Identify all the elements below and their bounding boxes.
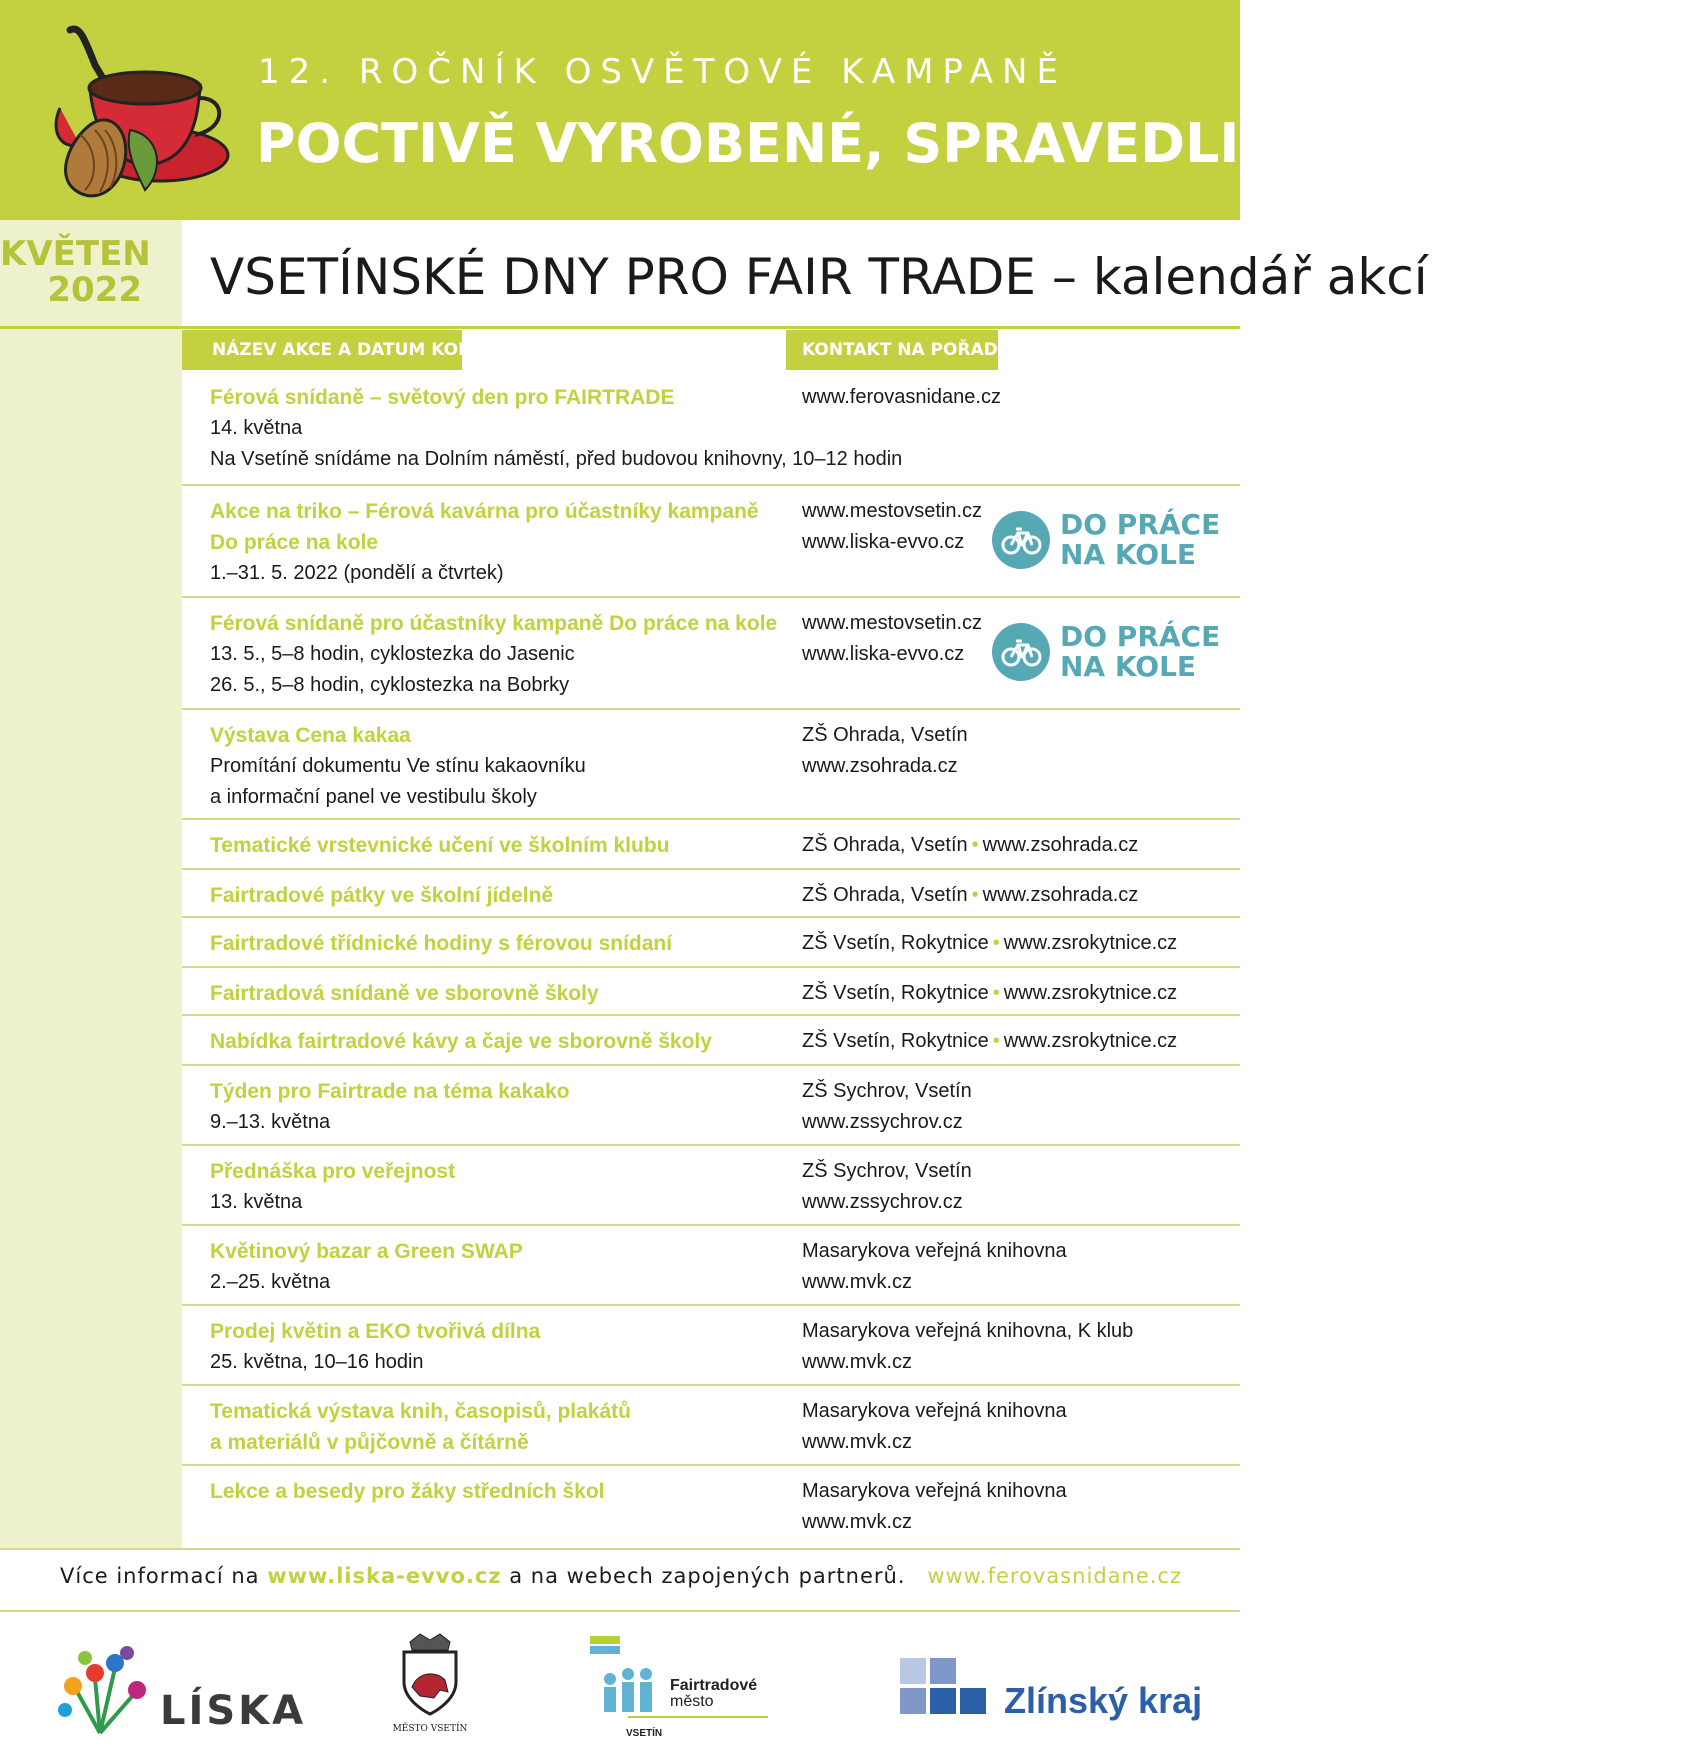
event-title: Fairtradová snídaně ve sborovně školy [210,982,599,1005]
separator-dot: • [992,982,1000,1004]
event-title: Lekce a besedy pro žáky středních škol [210,1480,605,1503]
contact-link[interactable]: www.zssychrov.cz [802,1111,963,1133]
contact-link[interactable]: www.zsohrada.cz [802,755,958,777]
event-detail: 1.–31. 5. 2022 (pondělí a čtvrtek) [210,562,504,584]
zlinsky-kraj-logo [900,1658,1203,1728]
event-detail: 2.–25. května [210,1271,331,1293]
contact-line [802,880,1222,911]
event-info [210,928,790,959]
event-row [182,486,1240,598]
fairtrade-line1: Fairtradové [670,1677,758,1694]
event-contact [802,830,1222,861]
contact-organizer: ZŠ Sychrov, Vsetín [802,1160,972,1182]
partner-logos [0,1620,1240,1754]
footer-text-after: a na webech zapojených partnerů. [509,1564,906,1588]
event-info [210,720,790,813]
footer-liska-link[interactable]: www.liska-evvo.cz [267,1564,502,1588]
contact-link[interactable]: www.liska-evvo.cz [802,643,965,665]
coffee-cup-cocoa-icon [50,20,230,210]
event-contact [802,1026,1222,1057]
event-contact [802,978,1222,1009]
event-detail: 9.–13. května [210,1111,331,1133]
contact-link[interactable]: www.zsohrada.cz [982,834,1139,856]
event-detail: 13. 5., 5–8 hodin, cyklostezka do Jasenic [210,643,575,665]
event-contact [802,1316,1222,1378]
fairtrade-city: VSETÍN [626,1728,663,1739]
footer-info-bar [0,1548,1240,1612]
event-contact [802,1236,1222,1298]
event-row [182,968,1240,1016]
event-title: Férová snídaně – světový den pro FAIRTRADE [210,386,675,409]
zlin-squares-icon [900,1658,990,1720]
footer-ferovasnidane-link[interactable]: www.ferovasnidane.cz [927,1564,1182,1588]
contact-link[interactable]: www.mvk.cz [802,1431,912,1453]
event-info [210,880,790,911]
event-row [182,1066,1240,1146]
mesto-vsetin-text: MĚSTO VSETÍN [392,1724,468,1734]
bicycle-icon [992,511,1050,569]
event-detail: 14. května [210,417,303,439]
mesto-vsetin-logo [390,1632,470,1742]
event-row [182,1386,1240,1466]
column-header-event: NÁZEV AKCE A DATUM KONÁNÍ [182,330,462,370]
contact-link[interactable]: www.zsohrada.cz [982,884,1139,906]
event-title: Do práce na kole [210,531,379,554]
event-title: Týden pro Fairtrade na téma kakako [210,1080,570,1103]
contact-link[interactable]: www.mestovsetin.cz [802,612,983,634]
separator-dot: • [971,834,979,856]
month-year: 2022 [47,270,142,310]
event-title: Květinový bazar a Green SWAP [210,1240,523,1263]
event-row [182,870,1240,918]
fairtrade-town-text [670,1678,757,1710]
badge-line1: DO PRÁCE [1060,620,1221,653]
event-contact [802,928,1222,959]
contact-organizer: Masarykova veřejná knihovna [802,1400,1067,1422]
event-contact [802,1396,1222,1458]
event-row [182,1016,1240,1066]
event-title: Přednáška pro veřejnost [210,1160,456,1183]
fairtrade-people-icon [588,1634,658,1724]
event-row [182,710,1240,820]
contact-link[interactable]: www.mestovsetin.cz [802,500,983,522]
event-title: Tematické vrstevnické učení ve školním klubu [210,834,670,857]
contact-organizer: Masarykova veřejná knihovna [802,1480,1067,1502]
event-info [210,1156,790,1218]
separator-dot: • [992,932,1000,954]
contact-link[interactable]: www.zssychrov.cz [802,1191,963,1213]
event-title: Prodej květin a EKO tvořivá dílna [210,1320,541,1343]
contact-line [802,928,1222,959]
separator-dot: • [992,1030,1000,1052]
left-sidebar-band [0,220,182,1548]
contact-line [802,978,1222,1009]
event-row [182,1226,1240,1306]
event-title: Fairtradové třídnické hodiny s férovou snídaní [210,932,673,955]
contact-line [802,830,1222,861]
month-label [0,234,151,310]
event-info [210,1476,790,1507]
bicycle-icon [992,623,1050,681]
event-detail: 26. 5., 5–8 hodin, cyklostezka na Bobrky [210,674,570,696]
footer-text-before: Více informací na [60,1564,260,1588]
divider-line [0,326,1240,329]
contact-organizer: ZŠ Ohrada, Vsetín [802,724,968,746]
campaign-title: POCTIVĚ VYROBENÉ, SPRAVEDLIVĚ ZAPLACENÉ [256,112,1692,175]
separator-dot: • [971,884,979,906]
event-info [210,1026,790,1057]
contact-link[interactable]: www.zsrokytnice.cz [1003,982,1178,1004]
contact-organizer: Masarykova veřejná knihovna [802,1240,1067,1262]
do-prace-na-kole-badge [992,620,1222,684]
contact-link[interactable]: www.zsrokytnice.cz [1003,932,1178,954]
event-title: a materiálů v půjčovně a čítárně [210,1431,529,1454]
header-band [0,0,1692,220]
badge-line2: NA KOLE [1060,538,1197,571]
event-row [182,918,1240,968]
badge-text [1060,510,1220,570]
event-contact [802,1476,1222,1538]
event-title: Nabídka fairtradové kávy a čaje ve sborovně školy [210,1030,712,1053]
contact-link[interactable]: www.zsrokytnice.cz [1003,1030,1178,1052]
event-info [210,1236,790,1298]
event-row [182,1466,1240,1544]
column-header-contact: KONTAKT NA POŘADATELE [786,330,998,370]
contact-line [802,1026,1222,1057]
event-info [210,978,790,1009]
event-row [182,598,1240,710]
event-info [210,830,790,861]
event-detail: 25. května, 10–16 hodin [210,1351,424,1373]
contact-link[interactable]: www.mvk.cz [802,1351,912,1373]
event-contact [802,1076,1222,1138]
event-detail: Na Vsetíně snídáme na Dolním náměstí, před budovou knihovny, 10–12 hodin [210,448,903,470]
event-info [210,1316,790,1378]
footer-more-info [60,1564,906,1588]
contact-organizer: ZŠ Vsetín, Rokytnice [802,982,989,1004]
event-title: Výstava Cena kakaa [210,724,411,747]
event-info [210,1076,790,1138]
contact-organizer: ZŠ Vsetín, Rokytnice [802,932,989,954]
event-title: Férová snídaně pro účastníky kampaně Do práce na kole [210,612,778,635]
event-row [182,372,1240,486]
event-contact [802,720,1222,782]
liska-logo [55,1638,307,1738]
contact-organizer: Masarykova veřejná knihovna, K klub [802,1320,1134,1342]
liska-wordmark: LÍSKA [160,1688,307,1734]
contact-organizer: ZŠ Sychrov, Vsetín [802,1080,972,1102]
contact-link[interactable]: www.liska-evvo.cz [802,531,965,553]
event-info [210,608,790,701]
do-prace-na-kole-badge [992,508,1222,572]
event-row [182,1146,1240,1226]
fairtrade-line2: město [670,1693,714,1710]
fairtrade-town-logo [588,1634,768,1744]
event-title: Akce na triko – Férová kavárna pro účastníky kampaně [210,500,759,523]
event-info [210,496,790,589]
contact-organizer: ZŠ Ohrada, Vsetín [802,834,968,856]
contact-link[interactable]: www.mvk.cz [802,1511,912,1533]
event-row [182,1306,1240,1386]
month-name: KVĚTEN [0,234,151,274]
badge-line1: DO PRÁCE [1060,508,1221,541]
contact-organizer: ZŠ Ohrada, Vsetín [802,884,968,906]
zlin-wordmark: Zlínský kraj [1004,1680,1203,1721]
event-contact [802,880,1222,911]
fairtrade-underline [628,1716,768,1718]
contact-organizer: ZŠ Vsetín, Rokytnice [802,1030,989,1052]
contact-link[interactable]: www.mvk.cz [802,1271,912,1293]
event-contact [802,1156,1222,1218]
badge-text [1060,622,1220,682]
event-detail: 13. května [210,1191,303,1213]
city-crest-icon [390,1632,470,1718]
event-info [210,1396,790,1458]
badge-line2: NA KOLE [1060,650,1197,683]
event-title: Fairtradové pátky ve školní jídelně [210,884,554,907]
event-row [182,820,1240,870]
event-detail: a informační panel ve vestibulu školy [210,786,537,808]
contact-link[interactable]: www.ferovasnidane.cz [802,386,1001,408]
event-contact [802,382,1222,413]
event-detail: Promítání dokumentu Ve stínu kakaovníku [210,755,586,777]
calendar-title: VSETÍNSKÉ DNY PRO FAIR TRADE – kalendář akcí [210,248,1428,306]
campaign-subtitle: 12. ROČNÍK OSVĚTOVÉ KAMPANĚ [258,52,1067,92]
event-title: Tematická výstava knih, časopisů, plakátů [210,1400,631,1423]
liska-flower-icon [55,1638,155,1738]
